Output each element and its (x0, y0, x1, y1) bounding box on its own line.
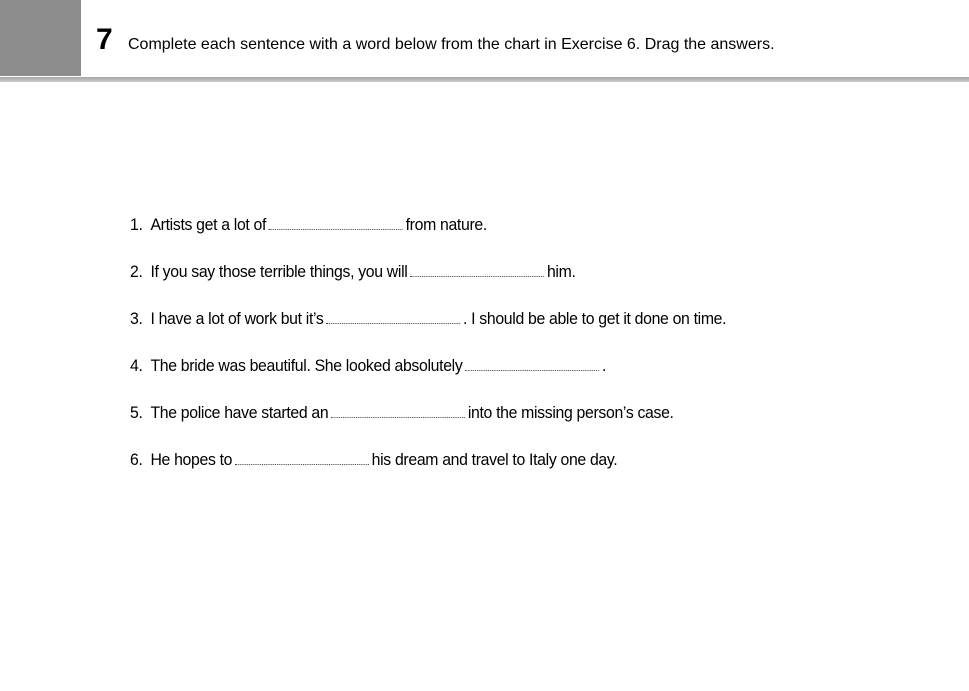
sentence-number: 1. (130, 215, 143, 234)
sentence-number: 5. (130, 403, 143, 422)
sentence-text-after: . (601, 356, 607, 375)
sentence-text-after: into the missing person’s case. (467, 403, 674, 422)
sentence-1 (130, 213, 726, 260)
sentence-5 (130, 401, 726, 448)
sentence-number: 4. (130, 356, 143, 375)
sentence-text-after: his dream and travel to Italy one day. (371, 450, 618, 469)
exercise-header-block (0, 0, 81, 76)
sentence-text-after: him. (546, 262, 576, 281)
sentence-text-before: Artists get a lot of (150, 215, 267, 234)
sentence-text-before: I have a lot of work but it’s (150, 309, 324, 328)
sentence-2 (130, 260, 726, 307)
answer-drop-zone-5[interactable] (331, 403, 465, 418)
sentence-number: 6. (130, 450, 143, 469)
sentence-text-after: . I should be able to get it done on time. (463, 309, 727, 328)
header-divider (0, 77, 969, 82)
sentence-list (130, 213, 771, 495)
answer-drop-zone-3[interactable] (326, 309, 460, 324)
answer-drop-zone-6[interactable] (235, 450, 369, 465)
sentence-number: 2. (130, 262, 143, 281)
sentence-6 (130, 448, 726, 495)
exercise-number: 7 (96, 23, 113, 56)
sentence-text-before: He hopes to (150, 450, 233, 469)
answer-drop-zone-1[interactable] (269, 215, 403, 230)
sentence-text-before: The police have started an (150, 403, 329, 422)
answer-drop-zone-2[interactable] (410, 262, 544, 277)
sentence-text-before: The bride was beautiful. She looked absolutely (150, 356, 463, 375)
sentence-text-after: from nature. (405, 215, 487, 234)
answer-drop-zone-4[interactable] (465, 356, 599, 371)
exercise-instruction: Complete each sentence with a word below from the chart in Exercise 6. Drag the answers. (128, 36, 775, 53)
sentence-text-before: If you say those terrible things, you will (150, 262, 408, 281)
sentence-3 (130, 307, 726, 354)
sentence-4 (130, 354, 726, 401)
sentence-number: 3. (130, 309, 143, 328)
